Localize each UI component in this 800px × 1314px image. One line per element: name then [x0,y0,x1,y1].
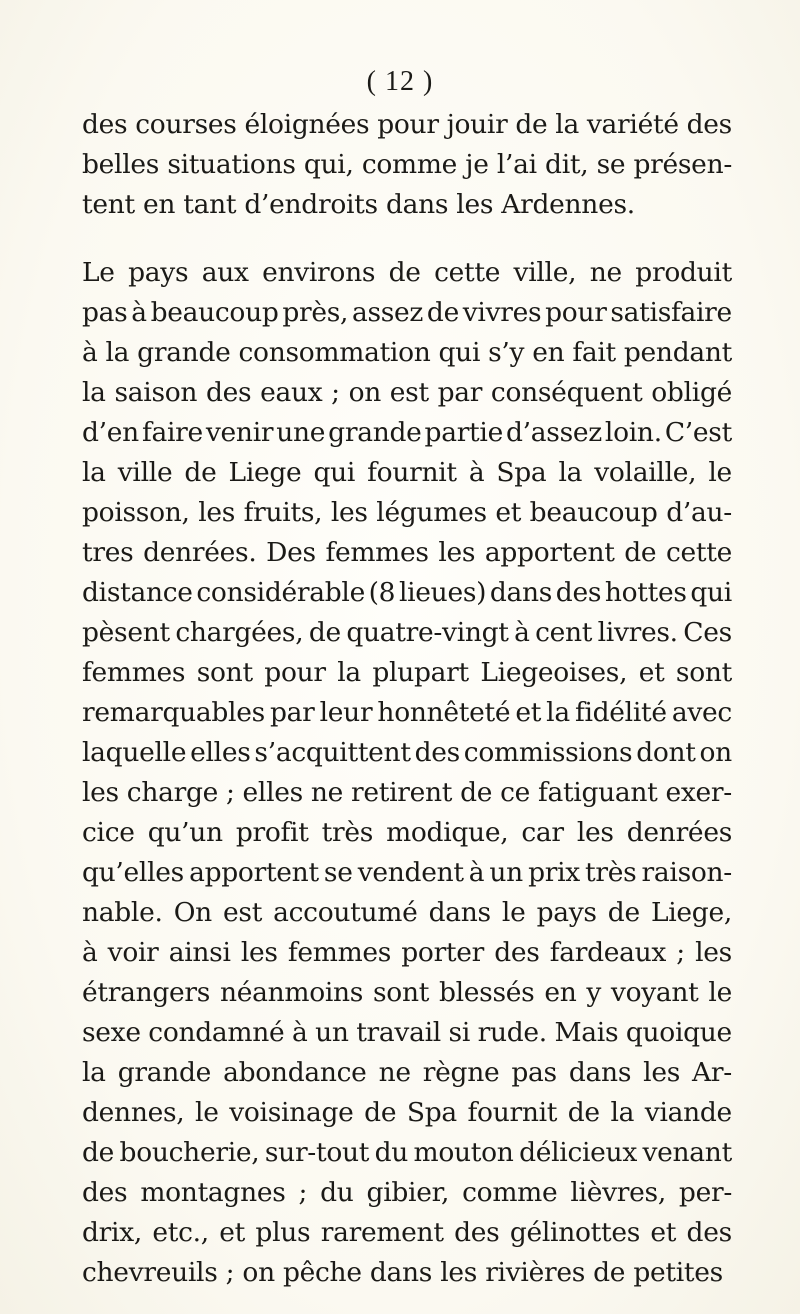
word: gibier, [366,1177,450,1208]
word: Ar- [692,1057,732,1088]
word: la [82,377,106,408]
word: pour [545,297,607,328]
word: saison [114,377,198,408]
word: satisfaire [610,297,732,328]
word: eaux [260,377,323,408]
text-line [82,413,732,453]
word: les [440,1257,486,1288]
word: à [291,1017,308,1048]
word: abondance [223,1057,367,1088]
word: car [521,817,564,848]
word: etc., [152,1217,209,1248]
page-number: ( 12 ) [366,66,434,97]
text-line [82,1053,732,1093]
word: porter [401,937,485,968]
word: partie [424,417,503,448]
word: travail [356,1017,441,1048]
word: grande [328,417,422,448]
word: très [321,817,374,848]
word: beaucoup [150,297,279,328]
word: venant [642,1137,732,1168]
word: fournit [367,457,457,488]
word: la [337,657,361,688]
word: conséquent [490,377,643,408]
word: femmes [325,537,429,568]
word: poisson, [82,497,190,528]
word: à [82,337,98,368]
word: rude. [477,1017,547,1048]
word: honnêteté [377,697,511,728]
text-line [82,773,732,813]
word: la [82,1057,106,1088]
word: qui [690,577,732,608]
word: on [348,377,382,408]
text-line [82,733,732,773]
word: environs [262,257,376,288]
word: chevreuils [82,1257,226,1288]
word: à [468,857,485,888]
word: en [142,189,184,220]
word: sexe [82,1017,141,1048]
word: Ces [683,617,732,648]
word: variété [586,109,679,140]
word: des [82,1177,128,1208]
text-line [82,813,732,853]
word: sur-tout [264,1137,370,1168]
word: (8 [368,577,396,608]
word: très [585,857,637,888]
word: règne [422,1057,500,1088]
word: sont [373,977,430,1008]
word: grande [137,337,231,368]
word: assez [351,297,424,328]
word: sont [675,657,732,688]
word: per- [678,1177,732,1208]
word: fait [572,337,616,368]
word: cice [82,817,135,848]
text-line [82,373,732,413]
word: si [448,1017,470,1048]
text-line [82,933,732,973]
text-line [82,293,732,333]
word: du [320,1177,354,1208]
word: qu’un [147,817,223,848]
word: par [437,377,483,408]
word: gélinottes [509,1217,641,1248]
word: des [494,937,540,968]
word: ; [225,1257,243,1288]
word: qui [313,457,356,488]
text-line [82,853,732,893]
word: quatre-vingt [346,617,509,648]
text-line [82,253,732,293]
word: le [708,457,732,488]
text-line [82,693,732,733]
word: la [82,457,106,488]
word: d’au- [666,497,732,528]
word: pas [511,1057,557,1088]
word: des [686,109,732,140]
word: elles [190,737,251,768]
text-line [82,333,732,373]
word: consommation [238,337,431,368]
word: courses [135,109,237,140]
word: C’est [664,417,732,448]
word: plus [255,1217,311,1248]
word: de [567,1097,600,1128]
word: raison- [641,857,732,888]
word: à [82,937,98,968]
word: pays [536,897,597,928]
text-line [82,1093,732,1133]
word: de [426,297,459,328]
word: fidélité [574,697,667,728]
word: dans [428,897,491,928]
word: voir [107,937,159,968]
word: accoutumé [273,897,418,928]
word: de [593,1257,634,1288]
word: dans [568,1057,632,1088]
text-line [82,1213,732,1253]
word: les [576,817,614,848]
word: chargées, [175,617,304,648]
word: néanmoins [219,977,364,1008]
text-line [82,1173,732,1213]
word: le [501,897,526,928]
word: à [468,457,485,488]
word: et [495,497,522,528]
word: présen- [633,149,732,180]
word: dans [489,577,553,608]
word: boucherie, [119,1137,260,1168]
word: dit, [545,149,589,180]
word: modique, [386,817,509,848]
text-line [82,145,732,185]
word: belles [82,149,160,180]
word: étrangers [82,977,211,1008]
word: ne [589,257,622,288]
word: l’ai [496,149,537,180]
word: faire [141,417,203,448]
word: par [270,697,315,728]
word: ville [117,457,173,488]
word: des [82,109,128,140]
word: Spa [406,1097,457,1128]
word: les [240,937,278,968]
text-line [82,453,732,493]
word: hottes [604,577,687,608]
text-line [82,185,732,225]
word: Le [82,257,115,288]
word: d’en [82,417,139,448]
word: lieues) [398,577,487,608]
text-line [82,105,732,145]
word: je [465,149,489,180]
word: un [489,857,523,888]
word: Spa [496,457,547,488]
word: beaucoup [529,497,658,528]
word: de [460,777,493,808]
text-line [82,1013,732,1053]
word: fatiguant [537,777,658,808]
word: grande [117,1057,212,1088]
word: sont [196,657,253,688]
word: cent [535,617,593,648]
word: cette [665,537,732,568]
word: pêche [282,1257,370,1288]
word: denrées [626,817,732,848]
word: rarement [320,1217,444,1248]
word: lièvres, [570,1177,666,1208]
word: pour [377,109,439,140]
word: qu’elles [82,857,184,888]
word: Mais [554,1017,619,1048]
word: commissions [463,737,633,768]
word: livres. [597,617,678,648]
word: ne [378,1057,411,1088]
text-line [82,1253,732,1293]
word: ; [676,937,685,968]
word: loin. [604,417,662,448]
word: tent [82,189,143,220]
word: la [105,337,130,368]
word: denrées. [143,537,257,568]
word: on [242,1257,283,1288]
word: de [184,457,217,488]
word: des [205,377,252,408]
word: laquelle [82,737,187,768]
word: à [131,297,147,328]
word: fardeaux [549,937,667,968]
word: légumes [376,497,487,528]
word: drix, [82,1217,142,1248]
word: ce [500,777,531,808]
word: ville, [513,257,577,288]
word: avec [671,697,732,728]
word: fruits, [243,497,323,528]
word: voisinage [229,1097,354,1128]
paragraph-gap [82,225,732,253]
word: le [708,977,732,1008]
text-line [82,533,732,573]
word: est [223,897,263,928]
word: qui, [303,149,354,180]
word: est [389,377,429,408]
word: ; [331,377,340,408]
word: les [456,189,502,220]
word: remarquables [82,697,265,728]
text-line [82,613,732,653]
word: du [374,1137,409,1168]
word: dans [369,1257,441,1288]
word: de [607,897,640,928]
word: des [414,737,460,768]
word: prix [528,857,580,888]
word: venir [205,417,274,448]
word: la [546,697,570,728]
word: mouton [413,1137,514,1168]
word: et [515,697,542,728]
word: la [610,1097,635,1128]
text-line [82,1133,732,1173]
word: se [323,857,353,888]
text-line [82,893,732,933]
word: pas [82,297,128,328]
word: qui [438,337,481,368]
word: comme [361,149,458,180]
word: de [82,1137,115,1168]
word: se [596,149,626,180]
word: apportent [189,857,319,888]
word: cette [434,257,501,288]
word: retirent [351,777,453,808]
word: On [173,897,212,928]
word: une [276,417,326,448]
word: des [686,1217,732,1248]
word: et [219,1217,246,1248]
word: des [555,577,602,608]
word: d’assez [505,417,602,448]
text-line [82,973,732,1013]
word: les [695,937,732,968]
word: de [308,617,341,648]
word: comme [462,1177,558,1208]
word: viande [644,1097,732,1128]
word: s’acquittent [254,737,411,768]
word: Des [266,537,316,568]
word: de [388,257,421,288]
word: voyant [610,977,699,1008]
word: ; [298,1177,308,1208]
word: s’y [488,337,525,368]
word: de [624,537,657,568]
word: les [82,777,119,808]
word: Liege, [650,897,732,928]
word: nable. [82,897,163,928]
word: exer- [665,777,732,808]
word: les [198,497,236,528]
word: blessés [438,977,535,1008]
word: délicieux [519,1137,637,1168]
word: tres [82,537,134,568]
word: tant [183,189,245,220]
word: la [558,457,583,488]
word: y [586,977,602,1008]
text-line [82,653,732,693]
text-line [82,493,732,533]
word: vendent [357,857,464,888]
word: ; [225,777,235,808]
word: pendant [623,337,732,368]
word: situations [167,149,296,180]
word: plupart [372,657,469,688]
word: un [315,1017,349,1048]
word: elles [242,777,303,808]
word: à [514,617,530,648]
word: considérable [196,577,365,608]
word: dennes, [82,1097,185,1128]
word: femmes [287,937,392,968]
body-text [82,105,732,1293]
word: volaille, [594,457,697,488]
word: et [650,1217,677,1248]
word: obligé [651,377,732,408]
word: Liegeoises, [480,657,628,688]
word: des [454,1217,500,1248]
word: ainsi [168,937,231,968]
word: fournit [467,1097,558,1128]
word: pays [128,257,189,288]
word: ne [310,777,344,808]
word: pour [264,657,326,688]
word: en [532,337,565,368]
word: et [638,657,665,688]
word: on [699,737,732,768]
word: aux [201,257,249,288]
word: quoique [625,1017,732,1048]
word: les [643,1057,681,1088]
word: condamné [148,1017,285,1048]
word: leur [319,697,373,728]
word: vivres [462,297,542,328]
word: rivières [485,1257,594,1288]
word: le [195,1097,219,1128]
word: produit [635,257,732,288]
word: jouir [446,109,508,140]
word: dans [385,189,457,220]
word: éloignées [244,109,370,140]
word: charge [126,777,219,808]
word: en [544,977,577,1008]
word: les [438,537,476,568]
word: apportent [484,537,615,568]
word: d’endroits [244,189,386,220]
word: Liege [228,457,302,488]
word: dont [636,737,696,768]
word: de [364,1097,397,1128]
word: la [555,109,579,140]
word: pèsent [82,617,170,648]
word: petites [633,1257,723,1288]
text-line [82,573,732,613]
word: de [515,109,548,140]
word: profit [235,817,309,848]
word: distance [82,577,193,608]
word: Ardennes. [501,189,635,220]
word: femmes [82,657,186,688]
word: les [330,497,368,528]
word: près, [282,297,349,328]
word: montagnes [140,1177,286,1208]
